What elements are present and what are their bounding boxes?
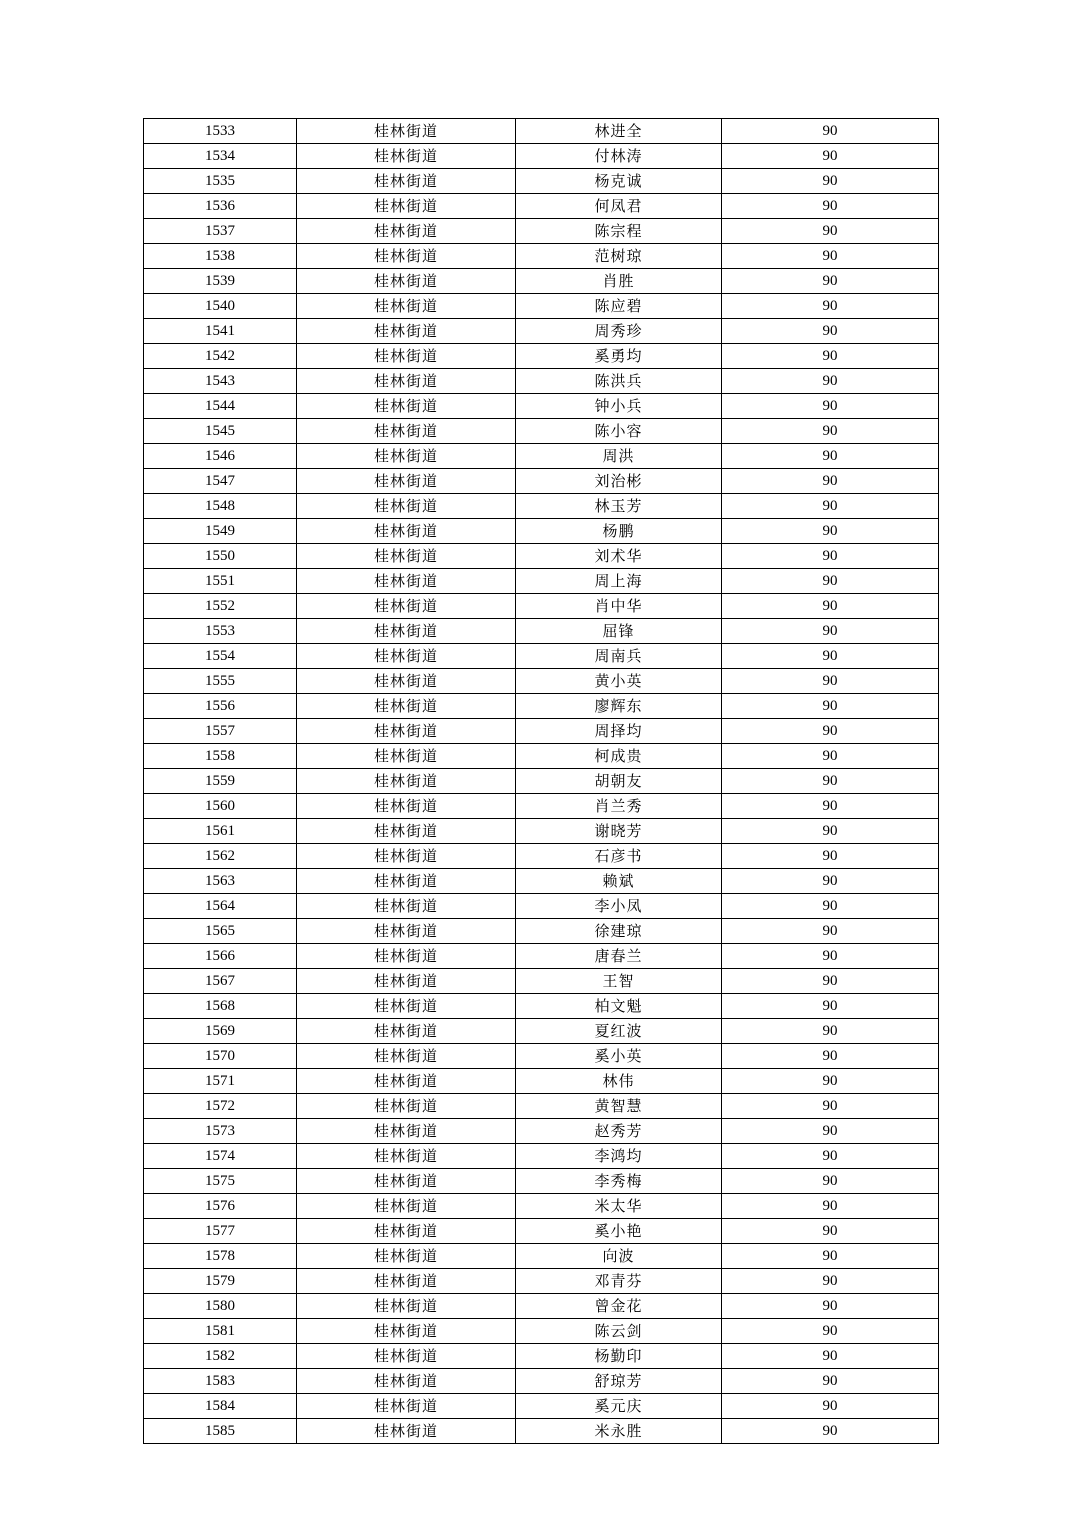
table-row [144, 1219, 939, 1244]
cell-index: 1568 [144, 994, 297, 1019]
cell-score: 90 [722, 519, 939, 544]
cell-name: 周洪 [516, 444, 722, 469]
table-row [144, 1269, 939, 1294]
cell-score: 90 [722, 144, 939, 169]
table-row [144, 119, 939, 144]
cell-score: 90 [722, 1344, 939, 1369]
cell-index: 1553 [144, 619, 297, 644]
cell-name: 奚小艳 [516, 1219, 722, 1244]
cell-street: 桂林街道 [297, 994, 516, 1019]
cell-index: 1565 [144, 919, 297, 944]
cell-name: 谢晓芳 [516, 819, 722, 844]
cell-index: 1574 [144, 1144, 297, 1169]
table-row [144, 1019, 939, 1044]
cell-street: 桂林街道 [297, 719, 516, 744]
cell-name: 黄小英 [516, 669, 722, 694]
cell-score: 90 [722, 269, 939, 294]
cell-street: 桂林街道 [297, 319, 516, 344]
table-row [144, 1144, 939, 1169]
cell-index: 1547 [144, 469, 297, 494]
cell-street: 桂林街道 [297, 644, 516, 669]
cell-index: 1545 [144, 419, 297, 444]
cell-score: 90 [722, 769, 939, 794]
table-row [144, 1294, 939, 1319]
cell-street: 桂林街道 [297, 219, 516, 244]
cell-score: 90 [722, 1244, 939, 1269]
cell-name: 李秀梅 [516, 1169, 722, 1194]
cell-name: 杨勤印 [516, 1344, 722, 1369]
cell-street: 桂林街道 [297, 469, 516, 494]
cell-index: 1542 [144, 344, 297, 369]
cell-street: 桂林街道 [297, 669, 516, 694]
cell-name: 王智 [516, 969, 722, 994]
cell-street: 桂林街道 [297, 594, 516, 619]
cell-score: 90 [722, 1369, 939, 1394]
cell-index: 1541 [144, 319, 297, 344]
cell-street: 桂林街道 [297, 1394, 516, 1419]
cell-name: 奚元庆 [516, 1394, 722, 1419]
cell-name: 林玉芳 [516, 494, 722, 519]
cell-name: 邓青芬 [516, 1269, 722, 1294]
cell-name: 李鸿均 [516, 1144, 722, 1169]
cell-index: 1549 [144, 519, 297, 544]
table-row [144, 644, 939, 669]
table-row [144, 494, 939, 519]
table-row [144, 319, 939, 344]
cell-index: 1556 [144, 694, 297, 719]
table-row [144, 1119, 939, 1144]
cell-score: 90 [722, 944, 939, 969]
cell-index: 1559 [144, 769, 297, 794]
cell-score: 90 [722, 569, 939, 594]
cell-score: 90 [722, 1019, 939, 1044]
cell-name: 赵秀芳 [516, 1119, 722, 1144]
cell-score: 90 [722, 319, 939, 344]
cell-score: 90 [722, 1319, 939, 1344]
cell-name: 曾金花 [516, 1294, 722, 1319]
cell-score: 90 [722, 919, 939, 944]
table-row [144, 419, 939, 444]
cell-index: 1544 [144, 394, 297, 419]
cell-index: 1543 [144, 369, 297, 394]
cell-name: 杨克诚 [516, 169, 722, 194]
cell-score: 90 [722, 994, 939, 1019]
cell-street: 桂林街道 [297, 294, 516, 319]
table-row [144, 619, 939, 644]
cell-index: 1550 [144, 544, 297, 569]
cell-index: 1575 [144, 1169, 297, 1194]
cell-street: 桂林街道 [297, 1269, 516, 1294]
table-row [144, 194, 939, 219]
cell-name: 何凤君 [516, 194, 722, 219]
table-row [144, 1044, 939, 1069]
cell-name: 廖辉东 [516, 694, 722, 719]
cell-name: 林伟 [516, 1069, 722, 1094]
cell-index: 1554 [144, 644, 297, 669]
cell-name: 钟小兵 [516, 394, 722, 419]
cell-score: 90 [722, 1419, 939, 1444]
cell-street: 桂林街道 [297, 1419, 516, 1444]
cell-name: 肖中华 [516, 594, 722, 619]
cell-score: 90 [722, 469, 939, 494]
cell-street: 桂林街道 [297, 144, 516, 169]
cell-street: 桂林街道 [297, 894, 516, 919]
table-row [144, 1344, 939, 1369]
cell-index: 1552 [144, 594, 297, 619]
cell-score: 90 [722, 244, 939, 269]
cell-score: 90 [722, 1294, 939, 1319]
table-row [144, 269, 939, 294]
cell-name: 周择均 [516, 719, 722, 744]
cell-index: 1578 [144, 1244, 297, 1269]
cell-index: 1576 [144, 1194, 297, 1219]
cell-name: 胡朝友 [516, 769, 722, 794]
cell-name: 舒琼芳 [516, 1369, 722, 1394]
cell-street: 桂林街道 [297, 1319, 516, 1344]
cell-name: 徐建琼 [516, 919, 722, 944]
cell-street: 桂林街道 [297, 444, 516, 469]
cell-index: 1557 [144, 719, 297, 744]
table-row [144, 1069, 939, 1094]
cell-street: 桂林街道 [297, 519, 516, 544]
cell-index: 1536 [144, 194, 297, 219]
cell-street: 桂林街道 [297, 119, 516, 144]
cell-street: 桂林街道 [297, 1194, 516, 1219]
cell-street: 桂林街道 [297, 744, 516, 769]
cell-score: 90 [722, 1394, 939, 1419]
table-row [144, 1369, 939, 1394]
table-row [144, 1169, 939, 1194]
cell-index: 1551 [144, 569, 297, 594]
cell-street: 桂林街道 [297, 1369, 516, 1394]
cell-name: 周秀珍 [516, 319, 722, 344]
cell-name: 杨鹏 [516, 519, 722, 544]
table-row [144, 894, 939, 919]
cell-index: 1569 [144, 1019, 297, 1044]
cell-name: 米太华 [516, 1194, 722, 1219]
table-row [144, 594, 939, 619]
cell-street: 桂林街道 [297, 344, 516, 369]
cell-index: 1584 [144, 1394, 297, 1419]
cell-score: 90 [722, 819, 939, 844]
table-row [144, 244, 939, 269]
cell-score: 90 [722, 794, 939, 819]
cell-street: 桂林街道 [297, 1094, 516, 1119]
cell-street: 桂林街道 [297, 544, 516, 569]
cell-name: 柏文魁 [516, 994, 722, 1019]
cell-street: 桂林街道 [297, 194, 516, 219]
cell-street: 桂林街道 [297, 1019, 516, 1044]
table-row [144, 944, 939, 969]
table-row [144, 869, 939, 894]
cell-score: 90 [722, 369, 939, 394]
cell-score: 90 [722, 419, 939, 444]
table-row [144, 169, 939, 194]
cell-score: 90 [722, 594, 939, 619]
table-row [144, 369, 939, 394]
cell-score: 90 [722, 1094, 939, 1119]
cell-score: 90 [722, 694, 939, 719]
cell-name: 奚勇均 [516, 344, 722, 369]
cell-index: 1533 [144, 119, 297, 144]
table-row [144, 444, 939, 469]
cell-street: 桂林街道 [297, 1144, 516, 1169]
cell-index: 1571 [144, 1069, 297, 1094]
cell-street: 桂林街道 [297, 1219, 516, 1244]
cell-name: 柯成贵 [516, 744, 722, 769]
table-row [144, 769, 939, 794]
cell-name: 米永胜 [516, 1419, 722, 1444]
cell-name: 林进全 [516, 119, 722, 144]
cell-score: 90 [722, 1194, 939, 1219]
cell-index: 1580 [144, 1294, 297, 1319]
cell-index: 1539 [144, 269, 297, 294]
table-row [144, 219, 939, 244]
table-row [144, 1319, 939, 1344]
cell-score: 90 [722, 969, 939, 994]
cell-street: 桂林街道 [297, 169, 516, 194]
cell-name: 周南兵 [516, 644, 722, 669]
cell-street: 桂林街道 [297, 1069, 516, 1094]
cell-street: 桂林街道 [297, 1044, 516, 1069]
cell-score: 90 [722, 169, 939, 194]
table-row [144, 519, 939, 544]
cell-name: 陈小容 [516, 419, 722, 444]
table-row [144, 1094, 939, 1119]
cell-name: 唐春兰 [516, 944, 722, 969]
cell-score: 90 [722, 894, 939, 919]
table-row [144, 544, 939, 569]
cell-index: 1548 [144, 494, 297, 519]
table-row [144, 294, 939, 319]
cell-score: 90 [722, 119, 939, 144]
cell-street: 桂林街道 [297, 769, 516, 794]
cell-score: 90 [722, 1219, 939, 1244]
cell-name: 赖斌 [516, 869, 722, 894]
cell-index: 1567 [144, 969, 297, 994]
cell-index: 1546 [144, 444, 297, 469]
cell-name: 屈锋 [516, 619, 722, 644]
cell-index: 1558 [144, 744, 297, 769]
cell-index: 1537 [144, 219, 297, 244]
table-row [144, 744, 939, 769]
cell-score: 90 [722, 844, 939, 869]
cell-score: 90 [722, 444, 939, 469]
cell-name: 奚小英 [516, 1044, 722, 1069]
cell-score: 90 [722, 1069, 939, 1094]
cell-name: 陈洪兵 [516, 369, 722, 394]
table-row [144, 844, 939, 869]
cell-score: 90 [722, 644, 939, 669]
cell-index: 1581 [144, 1319, 297, 1344]
cell-score: 90 [722, 669, 939, 694]
cell-street: 桂林街道 [297, 844, 516, 869]
cell-score: 90 [722, 619, 939, 644]
cell-street: 桂林街道 [297, 569, 516, 594]
cell-name: 陈应碧 [516, 294, 722, 319]
cell-street: 桂林街道 [297, 869, 516, 894]
cell-index: 1579 [144, 1269, 297, 1294]
table-row [144, 1194, 939, 1219]
cell-name: 石彦书 [516, 844, 722, 869]
cell-score: 90 [722, 869, 939, 894]
cell-score: 90 [722, 544, 939, 569]
cell-street: 桂林街道 [297, 1294, 516, 1319]
table-row [144, 719, 939, 744]
cell-score: 90 [722, 1044, 939, 1069]
cell-index: 1562 [144, 844, 297, 869]
table-row [144, 144, 939, 169]
table-row [144, 794, 939, 819]
table-row [144, 394, 939, 419]
cell-index: 1577 [144, 1219, 297, 1244]
cell-name: 黄智慧 [516, 1094, 722, 1119]
cell-index: 1564 [144, 894, 297, 919]
roster-table [143, 118, 939, 1444]
cell-street: 桂林街道 [297, 969, 516, 994]
cell-street: 桂林街道 [297, 394, 516, 419]
cell-street: 桂林街道 [297, 1119, 516, 1144]
cell-index: 1570 [144, 1044, 297, 1069]
cell-index: 1540 [144, 294, 297, 319]
cell-street: 桂林街道 [297, 694, 516, 719]
cell-index: 1583 [144, 1369, 297, 1394]
cell-score: 90 [722, 1269, 939, 1294]
cell-street: 桂林街道 [297, 919, 516, 944]
cell-street: 桂林街道 [297, 1169, 516, 1194]
table-row [144, 969, 939, 994]
cell-name: 肖胜 [516, 269, 722, 294]
table-row [144, 994, 939, 1019]
cell-index: 1566 [144, 944, 297, 969]
cell-name: 陈宗程 [516, 219, 722, 244]
cell-index: 1560 [144, 794, 297, 819]
cell-name: 范树琼 [516, 244, 722, 269]
cell-name: 刘术华 [516, 544, 722, 569]
table-row [144, 669, 939, 694]
cell-street: 桂林街道 [297, 819, 516, 844]
cell-street: 桂林街道 [297, 419, 516, 444]
cell-score: 90 [722, 219, 939, 244]
cell-score: 90 [722, 1144, 939, 1169]
cell-street: 桂林街道 [297, 494, 516, 519]
cell-index: 1555 [144, 669, 297, 694]
cell-index: 1572 [144, 1094, 297, 1119]
cell-name: 肖兰秀 [516, 794, 722, 819]
cell-index: 1535 [144, 169, 297, 194]
cell-street: 桂林街道 [297, 1344, 516, 1369]
cell-name: 李小凤 [516, 894, 722, 919]
cell-street: 桂林街道 [297, 244, 516, 269]
cell-score: 90 [722, 294, 939, 319]
cell-name: 付林涛 [516, 144, 722, 169]
cell-name: 刘治彬 [516, 469, 722, 494]
cell-score: 90 [722, 344, 939, 369]
cell-street: 桂林街道 [297, 794, 516, 819]
cell-score: 90 [722, 494, 939, 519]
table-row [144, 919, 939, 944]
cell-score: 90 [722, 194, 939, 219]
cell-name: 周上海 [516, 569, 722, 594]
cell-score: 90 [722, 719, 939, 744]
cell-index: 1573 [144, 1119, 297, 1144]
table-row [144, 344, 939, 369]
table-row [144, 1419, 939, 1444]
cell-index: 1538 [144, 244, 297, 269]
table-row [144, 469, 939, 494]
table-row [144, 694, 939, 719]
cell-index: 1582 [144, 1344, 297, 1369]
table-row [144, 819, 939, 844]
roster-table-body [144, 119, 939, 1444]
cell-index: 1585 [144, 1419, 297, 1444]
cell-score: 90 [722, 1169, 939, 1194]
table-row [144, 1394, 939, 1419]
cell-index: 1534 [144, 144, 297, 169]
table-row [144, 569, 939, 594]
cell-street: 桂林街道 [297, 619, 516, 644]
cell-score: 90 [722, 1119, 939, 1144]
cell-index: 1561 [144, 819, 297, 844]
table-row [144, 1244, 939, 1269]
cell-score: 90 [722, 744, 939, 769]
cell-name: 向波 [516, 1244, 722, 1269]
cell-street: 桂林街道 [297, 369, 516, 394]
cell-score: 90 [722, 394, 939, 419]
cell-street: 桂林街道 [297, 944, 516, 969]
cell-index: 1563 [144, 869, 297, 894]
cell-name: 陈云剑 [516, 1319, 722, 1344]
cell-street: 桂林街道 [297, 1244, 516, 1269]
cell-name: 夏红波 [516, 1019, 722, 1044]
cell-street: 桂林街道 [297, 269, 516, 294]
